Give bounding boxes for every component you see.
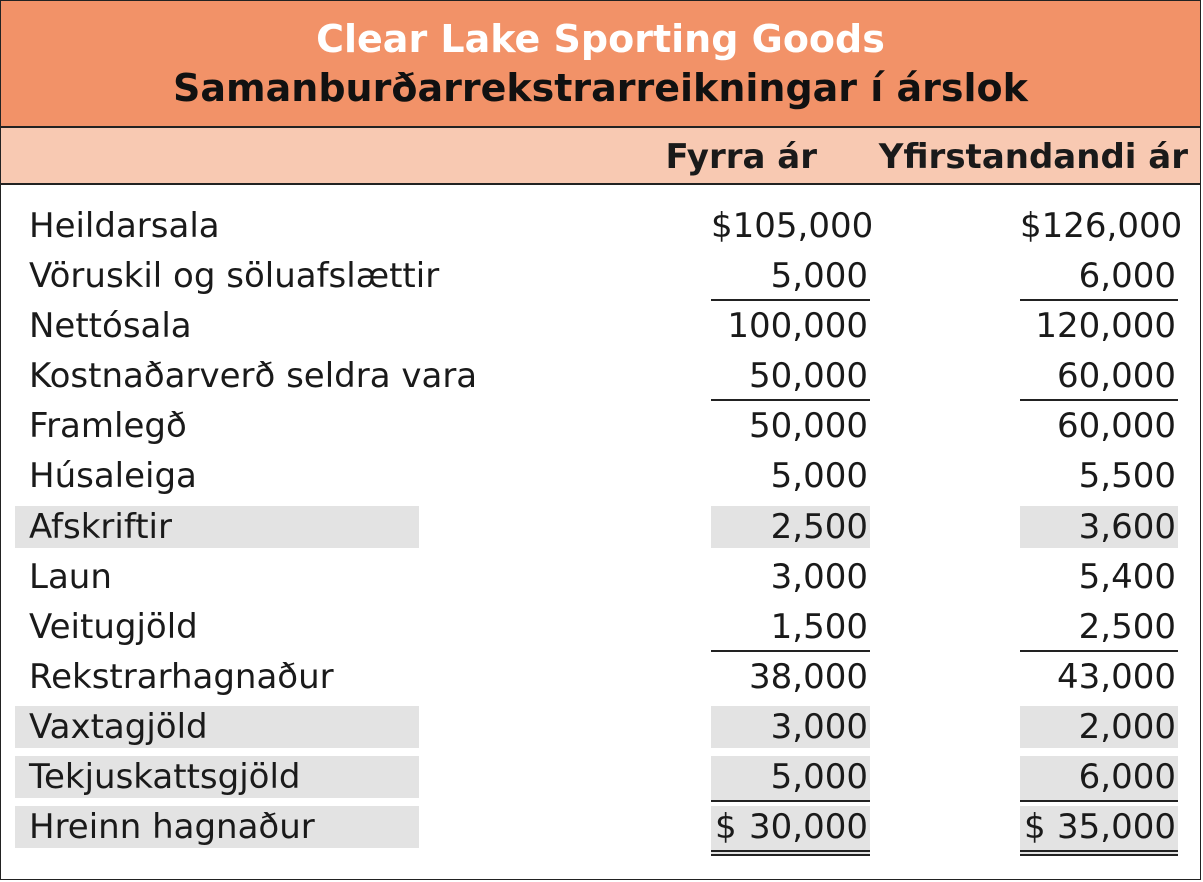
amount: 35,000 xyxy=(1057,807,1176,848)
row-label: Framlegð xyxy=(29,406,187,447)
prior-year-value: 1,500 xyxy=(711,606,870,652)
table-row xyxy=(1,401,1200,451)
row-label: Húsaleiga xyxy=(29,456,197,497)
table-row xyxy=(1,251,1200,301)
current-year-value xyxy=(1020,806,1178,856)
column-header-current-year: Yfirstandandi ár xyxy=(878,137,1188,177)
row-label: Afskriftir xyxy=(15,506,419,548)
prior-year-value: $105,000 xyxy=(711,206,874,246)
company-name: Clear Lake Sporting Goods xyxy=(316,17,885,61)
row-label: Vöruskil og söluafslættir xyxy=(29,256,440,297)
current-year-value: 6,000 xyxy=(1020,255,1178,301)
current-year-value: 2,000 xyxy=(1020,706,1178,748)
prior-year-value: 5,000 xyxy=(711,756,870,802)
row-label: Kostnaðarverð seldra vara xyxy=(29,356,478,397)
prior-year-value: 50,000 xyxy=(711,355,870,401)
current-year-value: 5,400 xyxy=(1078,556,1176,597)
prior-year-value: 5,000 xyxy=(711,255,870,301)
row-label: Veitugjöld xyxy=(29,606,198,647)
row-label: Nettósala xyxy=(29,306,192,347)
table-row xyxy=(1,802,1200,852)
current-year-value: $126,000 xyxy=(1020,206,1183,246)
row-label: Vaxtagjöld xyxy=(15,706,419,748)
prior-year-value: 2,500 xyxy=(711,506,870,548)
statement-rows xyxy=(1,201,1200,852)
amount: 30,000 xyxy=(749,807,868,848)
current-year-value: 5,500 xyxy=(1078,456,1176,497)
table-row xyxy=(1,301,1200,351)
current-year-value: 6,000 xyxy=(1020,756,1178,802)
table-row xyxy=(1,652,1200,702)
table-row xyxy=(1,602,1200,652)
table-row xyxy=(1,752,1200,802)
table-row xyxy=(1,702,1200,752)
prior-year-value: 50,000 xyxy=(749,406,868,447)
prior-year-value: 38,000 xyxy=(749,656,868,697)
row-label: Hreinn hagnaður xyxy=(15,806,419,848)
title-band xyxy=(1,1,1200,128)
prior-year-value: 3,000 xyxy=(711,706,870,748)
current-year-value: 2,500 xyxy=(1020,606,1178,652)
row-label: Laun xyxy=(29,556,112,597)
current-year-value: 3,600 xyxy=(1020,506,1178,548)
column-header-band xyxy=(1,128,1200,185)
table-row xyxy=(1,201,1200,251)
current-year-value: 60,000 xyxy=(1057,406,1176,447)
prior-year-value xyxy=(711,806,870,856)
column-header-prior-year: Fyrra ár xyxy=(665,137,817,177)
row-label: Heildarsala xyxy=(29,206,220,246)
row-label: Tekjuskattsgjöld xyxy=(15,756,419,798)
report-title: Samanburðarrekstrarreikningar í árslok xyxy=(173,66,1028,110)
prior-year-value: 5,000 xyxy=(770,456,868,497)
current-year-value: 60,000 xyxy=(1020,355,1178,401)
prior-year-value: 3,000 xyxy=(770,556,868,597)
current-year-value: 120,000 xyxy=(1035,306,1176,347)
prior-year-value: 100,000 xyxy=(727,306,868,347)
currency-symbol: $ xyxy=(1024,807,1046,848)
table-row xyxy=(1,351,1200,401)
currency-symbol: $ xyxy=(715,807,737,848)
current-year-value: 43,000 xyxy=(1057,656,1176,697)
table-row xyxy=(1,451,1200,501)
table-row xyxy=(1,502,1200,552)
table-row xyxy=(1,552,1200,602)
row-label: Rekstrarhagnaður xyxy=(29,656,334,697)
